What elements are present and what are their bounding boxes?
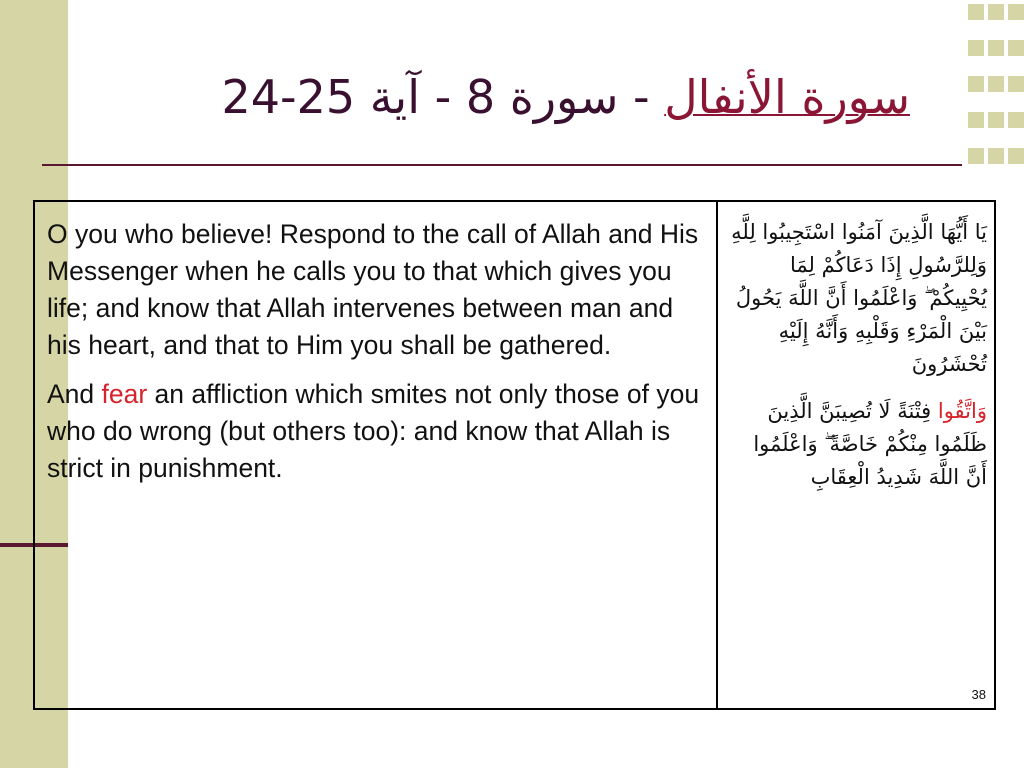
page-number: 38 xyxy=(971,687,986,702)
title-underline-rule xyxy=(42,164,962,166)
decor-square xyxy=(1008,148,1024,164)
english-column xyxy=(47,216,709,487)
decor-square xyxy=(968,40,984,56)
decor-square xyxy=(988,76,1004,92)
english-verse-25-start: And xyxy=(47,379,102,409)
decor-square xyxy=(988,40,1004,56)
slide-title xyxy=(70,60,910,134)
decor-square xyxy=(988,148,1004,164)
arabic-column xyxy=(729,216,987,494)
arabic-highlight-word: وَاتَّقُوا xyxy=(937,399,987,423)
decor-square xyxy=(968,4,984,20)
decor-square xyxy=(968,148,984,164)
english-verse-24: O you who believe! Respond to the call of Allah and His Messenger when he calls you to that which gives you life; and know that Allah intervenes between man and his heart, and that to Him you shall be gathered. xyxy=(47,219,699,360)
decor-square xyxy=(1008,4,1024,20)
decor-square xyxy=(1008,40,1024,56)
title-text: - سورة 8 - آية xyxy=(355,70,665,124)
column-divider xyxy=(716,202,718,708)
arabic-verse-24: يَا أَيُّهَا الَّذِينَ آمَنُوا اسْتَجِيبُوا لِلَّهِ وَلِلرَّسُولِ إِذَا دَعَاكُمْ لِمَا يُحْيِيكُمْ ۖ وَاعْلَمُوا أَنَّ اللَّهَ يَحُولُ بَيْنَ الْمَرْءِ وَقَلْبِهِ وَأَنَّهُ إِلَيْهِ تُحْشَرُونَ xyxy=(731,220,987,376)
arabic-verse-25-rest: فِتْنَةً لَا تُصِيبَنَّ الَّذِينَ ظَلَمُوا مِنْكُمْ خَاصَّةً ۖ وَاعْلَمُوا أَنَّ اللَّهَ شَدِيدُ الْعِقَابِ xyxy=(753,399,987,489)
decor-square xyxy=(988,112,1004,128)
verse-range: 24-25 xyxy=(221,70,356,124)
decor-square xyxy=(1008,76,1024,92)
english-verse-25-end: an affliction which smites not only those of you who do wrong (but others too): and know that Allah is strict in punishment. xyxy=(47,379,700,483)
decor-square xyxy=(968,112,984,128)
decor-square xyxy=(988,4,1004,20)
english-highlight-word: fear xyxy=(101,379,148,409)
english-verse-25 xyxy=(47,376,709,487)
decor-square xyxy=(1008,112,1024,128)
verse-table xyxy=(33,200,996,710)
decorative-squares xyxy=(964,0,1024,185)
arabic-verse-25 xyxy=(729,395,987,494)
decor-square xyxy=(968,76,984,92)
surah-name-link[interactable]: سورة الأنفال xyxy=(664,70,910,124)
